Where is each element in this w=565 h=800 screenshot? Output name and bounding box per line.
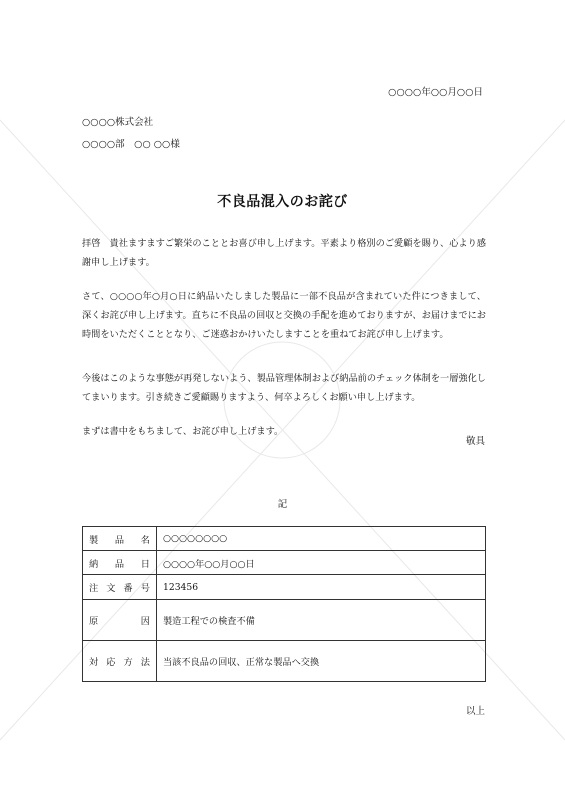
recipient-company: ○○○○株式会社 [82, 117, 154, 128]
letter-date: ○○○○年○○月○○日 [388, 87, 483, 98]
row-value: ○○○○年○○月○○日 [157, 551, 486, 575]
row-value: 製造工程での検査不備 [157, 600, 486, 641]
row-value: 当該不良品の回収、正常な製品へ交換 [157, 641, 486, 682]
row-label: 対応方法 [83, 641, 157, 682]
paragraph-measures: 今後はこのような事態が再発しないよう、製品管理体制および納品前のチェック体制を一層強化してまいります。引き続きご愛顧賜りますよう、何卒よろしくお願い申し上げます。 [82, 373, 486, 403]
row-label: 製品名 [83, 527, 157, 551]
end-marker: 以上 [465, 706, 485, 717]
recipient-person: ○○○○部 ○○ ○○様 [82, 139, 180, 150]
table-row [83, 527, 486, 551]
paragraph-final: まずは書中をもちまして、お詫び申し上げます。 [82, 426, 284, 437]
row-value: 123456 [157, 575, 486, 600]
paragraph-apology: さて、○○○○年○月○日に納品いたしました製品に一部不良品が含まれていた件につきまして、深くお詫び申し上げます。直ちに不良品の回収と交換の手配を進めておりますが、お届けまでにお時間をいただくこととなり、ご迷惑おかけいたしますことを重ねてお詫び申し上げます。 [82, 291, 486, 340]
row-label: 原因 [83, 600, 157, 641]
row-label: 納品日 [83, 551, 157, 575]
closing-keigu: 敬具 [465, 436, 485, 447]
letter-title: 不良品混入のお詫び [217, 194, 348, 210]
details-table [82, 526, 486, 682]
row-value: ○○○○○○○○ [157, 527, 486, 551]
table-row [83, 551, 486, 575]
paragraph-greeting: 拝啓 貴社ますますご繁栄のこととお喜び申し上げます。平素より格別のご愛顧を賜り、心より感謝申し上げます。 [82, 238, 486, 268]
table-row [83, 641, 486, 682]
table-row [83, 600, 486, 641]
table-row [83, 575, 486, 600]
ki-marker: 記 [277, 499, 288, 510]
row-label: 注文番号 [83, 575, 157, 600]
